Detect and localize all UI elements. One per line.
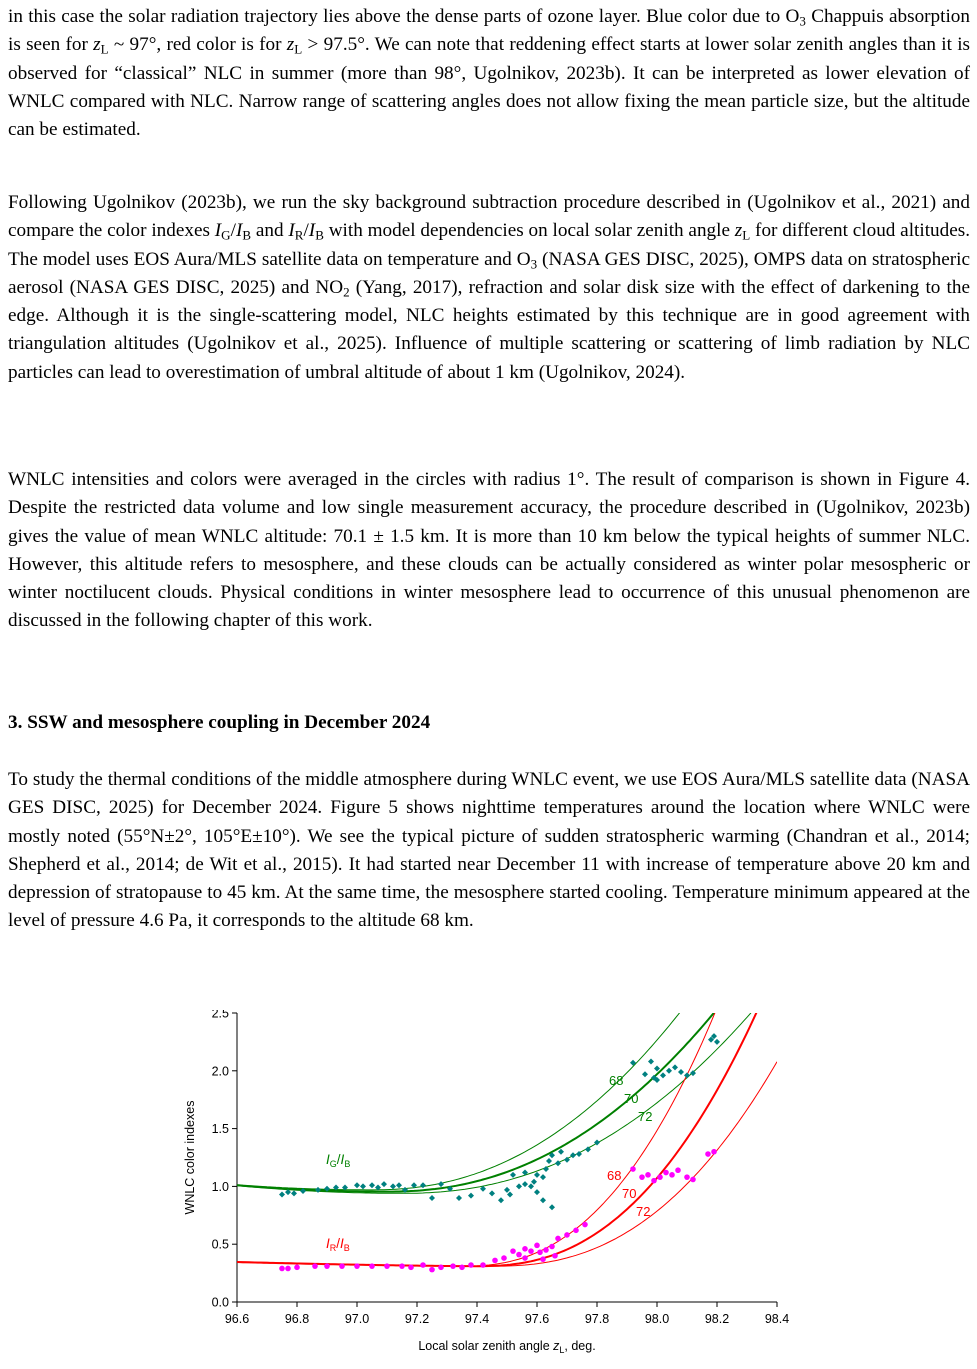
ir-ib-data-point	[645, 1172, 651, 1178]
y-tick-label: 2.0	[211, 1064, 229, 1079]
red-altitude-label: 70	[622, 1186, 637, 1201]
ir-ib-label: $I_R/I_B$	[326, 1236, 350, 1253]
ig-ib-data-point	[534, 1172, 540, 1178]
paragraph-ozone-color: in this case the solar radiation trajectory lies above the dense parts of ozone layer. Blue color due to $O_3$ Chappuis absorption is seen for $z_L$ ~ 97°, red color is for $z_L > 97.5^\circ$. We can note that reddening effect starts at lower solar zenith angles than it is observed for “classical” NLC in summer (more than 98°, Ugolnikov, 2023b). It can be interpreted as lower elevation of WNLC compared with NLC. Narrow range of scattering angles does not allow fixing the mean particle size, but the altitude can be estimated.	[8, 6, 970, 141]
ig-ib-data-point	[456, 1195, 462, 1201]
ig-ib-data-point	[291, 1190, 297, 1196]
x-tick-label: 96.6	[224, 1312, 250, 1326]
ir-ib-data-point	[543, 1247, 549, 1253]
ir-ib-data-point	[669, 1172, 675, 1178]
x-tick-label: 98.2	[704, 1312, 730, 1326]
ir-ib-data-point	[384, 1263, 390, 1269]
ir-ib-data-point	[408, 1265, 414, 1271]
paragraph-wnlc-altitude: WNLC intensities and colors were averaged in the circles with radius 1°. The result of comparison is shown in Figure 4. Despite the restricted data volume and low single measurement accuracy, the procedure described in (Ugolnikov, 2023b) gives the value of mean WNLC altitude: 70.1 ± 1.5 km. It is more than 10 km below the typical heights of summer NLC. However, this altitude refers to mesosphere, and these clouds can be actually considered as winter polar mesospheric or winter noctilucent clouds. Physical conditions in winter mesosphere lead to occurrence of this unusual phenomenon are discussed in the following chapter of this work.	[8, 469, 970, 632]
ir-ib-data-point	[468, 1262, 474, 1268]
ir-ib-data-point	[639, 1174, 645, 1180]
ig-ib-data-point	[666, 1068, 672, 1074]
ig-ib-data-point	[642, 1071, 648, 1077]
ir-ib-data-point	[690, 1177, 696, 1183]
y-tick-label: 1.0	[211, 1179, 229, 1194]
ir-ib-data-point	[510, 1248, 516, 1254]
ig-ib-data-point	[369, 1182, 375, 1188]
ir-ib-data-point	[534, 1243, 540, 1249]
x-axis-label: Local solar zenith angle $z_L$, deg.	[418, 1339, 596, 1355]
x-tick-label: 98.4	[764, 1312, 790, 1326]
ig-ib-data-point	[558, 1149, 564, 1155]
ir-ib-data-point	[369, 1263, 375, 1269]
green-altitude-label: 68	[609, 1073, 624, 1088]
ig-ib-data-point	[468, 1193, 474, 1199]
red-model-curve-70	[237, 1010, 777, 1266]
ir-ib-data-point	[522, 1255, 528, 1261]
ig-ib-data-point	[531, 1179, 537, 1185]
ir-ib-data-point	[285, 1266, 291, 1272]
ig-ib-data-point	[678, 1069, 684, 1075]
ir-ib-data-point	[516, 1252, 522, 1258]
ig-ib-data-point	[654, 1065, 660, 1071]
ir-ib-data-point	[564, 1232, 570, 1238]
ig-ib-data-point	[660, 1072, 666, 1078]
x-tick-label: 97.8	[584, 1312, 610, 1326]
ir-ib-data-point	[573, 1228, 579, 1234]
ir-ib-data-point	[528, 1248, 534, 1254]
section-heading: 3. SSW and mesosphere coupling in December 2024	[8, 712, 431, 733]
ir-ib-data-point	[522, 1246, 528, 1252]
ig-ib-label: $I_G/I_B$	[326, 1152, 351, 1169]
y-tick-label: 0.5	[211, 1237, 229, 1252]
y-tick-label: 0.0	[211, 1295, 229, 1310]
ir-ib-data-point	[480, 1262, 486, 1268]
observed-points	[279, 1033, 720, 1272]
ir-ib-data-point	[324, 1263, 330, 1269]
ig-ib-data-point	[381, 1181, 387, 1187]
ig-ib-data-point	[522, 1181, 528, 1187]
ir-ib-data-point	[582, 1222, 588, 1228]
ig-ib-data-point	[504, 1187, 510, 1193]
ig-ib-data-point	[396, 1182, 402, 1188]
ir-ib-data-point	[684, 1174, 690, 1180]
red-model-curve-68	[237, 1010, 777, 1266]
x-tick-label: 97.6	[524, 1312, 550, 1326]
green-model-curve-72	[237, 1010, 777, 1193]
ir-ib-data-point	[339, 1263, 345, 1269]
ig-ib-data-point	[546, 1158, 552, 1164]
green-model-curve-68	[237, 1010, 777, 1190]
ir-ib-data-point	[540, 1256, 546, 1262]
ir-ib-data-point	[552, 1253, 558, 1259]
ig-ib-data-point	[672, 1064, 678, 1070]
ig-ib-data-point	[315, 1187, 321, 1193]
ig-ib-data-point	[534, 1189, 540, 1195]
green-model-curve-70	[237, 1010, 777, 1192]
x-tick-label: 97.4	[464, 1312, 490, 1326]
ir-ib-data-point	[501, 1255, 507, 1261]
chart-svg	[8, 1010, 968, 1364]
paragraph-ssw-conditions: To study the thermal conditions of the middle atmosphere during WNLC event, we use EOS Aura/MLS satellite data (NASA GES DISC, 2025) for December 2024. Figure 5 shows nighttime temperatures around the location where WNLC were mostly noted (55°N±2°, 105°E±10°). We see the typical picture of sudden stratospheric warming (Chandran et al., 2014; Shepherd et al., 2014; de Wit et al., 2015). It had started near December 11 with increase of temperature above 20 km and depression of stratopause to 45 km. At the same time, the mesosphere started cooling. Temperature minimum appeared at the level of pressure 4.6 Pa, it corresponds to the altitude 68 km.	[8, 769, 970, 932]
ig-ib-data-point	[279, 1191, 285, 1197]
ir-ib-data-point	[420, 1262, 426, 1268]
ig-ib-data-point	[540, 1174, 546, 1180]
x-tick-label: 96.8	[284, 1312, 310, 1326]
x-tick-label: 97.0	[344, 1312, 370, 1326]
ig-ib-data-point	[429, 1195, 435, 1201]
ig-ib-data-point	[684, 1072, 690, 1078]
ir-ib-data-point	[492, 1258, 498, 1264]
ig-ib-data-point	[540, 1197, 546, 1203]
ir-ib-data-point	[429, 1267, 435, 1273]
red-altitude-label: 68	[607, 1168, 622, 1183]
green-altitude-label: 72	[638, 1109, 653, 1124]
red-altitude-label: 72	[636, 1204, 651, 1219]
ir-ib-data-point	[651, 1178, 657, 1184]
ig-ib-data-point	[528, 1183, 534, 1189]
ir-ib-data-point	[312, 1263, 318, 1269]
ig-ib-data-point	[438, 1181, 444, 1187]
ir-ib-data-point	[399, 1263, 405, 1269]
y-tick-label: 1.5	[211, 1122, 229, 1137]
green-altitude-label: 70	[624, 1091, 639, 1106]
ig-ib-data-point	[354, 1182, 360, 1188]
ig-ib-data-point	[360, 1183, 366, 1189]
ig-ib-data-point	[420, 1182, 426, 1188]
ig-ib-data-point	[714, 1039, 720, 1045]
ig-ib-data-point	[549, 1204, 555, 1210]
ir-ib-data-point	[675, 1167, 681, 1173]
y-tick-label: 2.5	[211, 1010, 229, 1021]
ig-ib-data-point	[507, 1191, 513, 1197]
ir-ib-data-point	[279, 1266, 285, 1272]
ir-ib-data-point	[459, 1265, 465, 1271]
ir-ib-data-point	[294, 1265, 300, 1271]
y-axis-label: WNLC color indexes	[183, 1100, 197, 1215]
figure-4-color-indexes-chart	[8, 1010, 968, 1369]
ig-ib-data-point	[648, 1059, 654, 1065]
ig-ib-data-point	[510, 1172, 516, 1178]
ig-ib-data-point	[516, 1183, 522, 1189]
x-tick-label: 98.0	[644, 1312, 670, 1326]
ir-ib-data-point	[711, 1149, 717, 1155]
ir-ib-data-point	[537, 1249, 543, 1255]
ig-ib-data-point	[489, 1190, 495, 1196]
ir-ib-data-point	[354, 1263, 360, 1269]
ir-ib-data-point	[549, 1244, 555, 1250]
red-model-curve-72	[237, 1062, 777, 1267]
ir-ib-data-point	[438, 1265, 444, 1271]
paragraph-model-method: Following Ugolnikov (2023b), we run the sky background subtraction procedure described in (Ugolnikov et al., 2021) and compare the color indexes $I_G/I_B$ and $I_R/I_B$ with model dependencies on local solar zenith angle $z_L$ for different cloud altitudes. The model uses EOS Aura/MLS satellite data on temperature and $O_3$ (NASA GES DISC, 2025), OMPS data on stratospheric aerosol (NASA GES DISC, 2025) and $NO_2$ (Yang, 2017), refraction and solar disk size with the effect of darkening to the edge. Although it is the single-scattering model, NLC heights estimated by this technique are in good agreement with triangulation altitudes (Ugolnikov et al., 2025). Influence of multiple scattering or scattering of limb radiation by NLC particles can lead to overestimation of umbral altitude of about 1 km (Ugolnikov, 2024).	[8, 192, 970, 383]
ir-ib-data-point	[705, 1151, 711, 1157]
ir-ib-data-point	[663, 1170, 669, 1176]
model-curves	[237, 1010, 777, 1266]
ir-ib-data-point	[630, 1166, 636, 1172]
ir-ib-data-point	[555, 1236, 561, 1242]
ir-ib-data-point	[450, 1263, 456, 1269]
ir-ib-data-point	[657, 1174, 663, 1180]
ig-ib-data-point	[390, 1183, 396, 1189]
x-tick-label: 97.2	[404, 1312, 430, 1326]
ig-ib-data-point	[498, 1197, 504, 1203]
